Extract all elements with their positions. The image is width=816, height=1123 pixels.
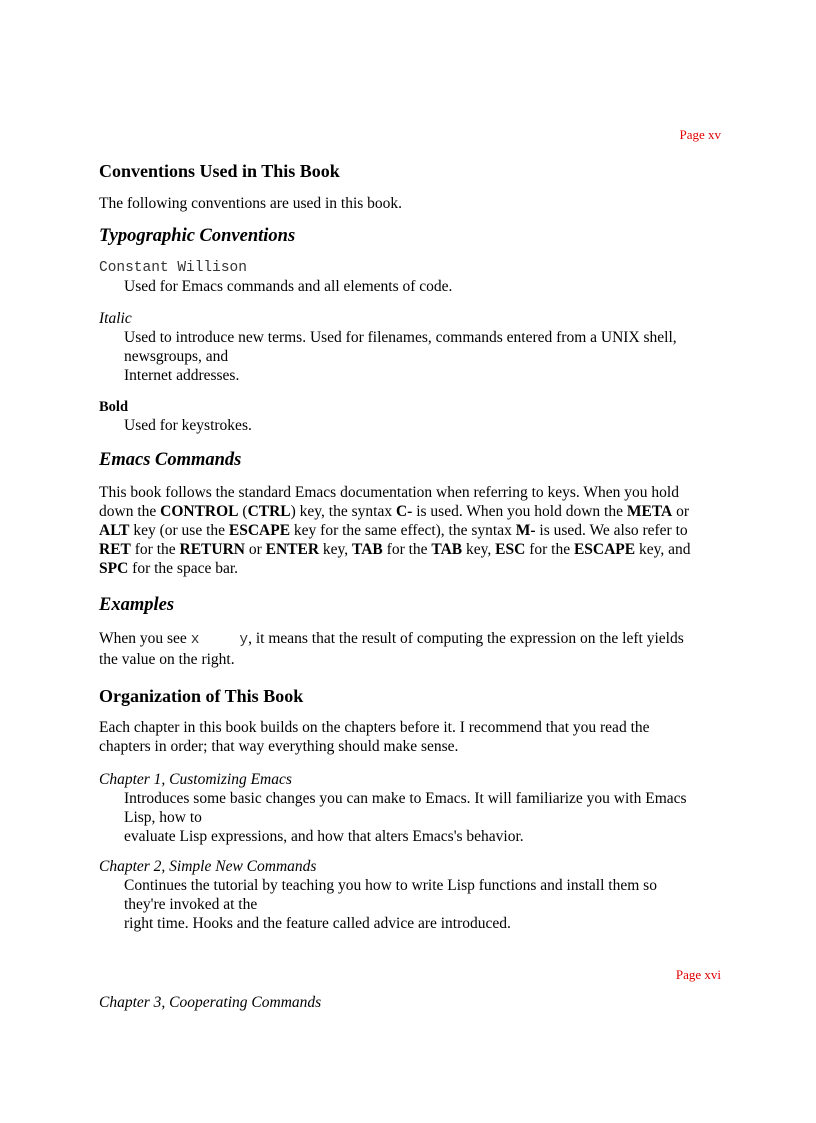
description-line: evaluate Lisp expressions, and how that alters Emacs's behavior.: [124, 828, 524, 845]
paragraph-line: SPC for the space bar.: [99, 560, 239, 577]
paragraph-line: Each chapter in this book builds on the chapters before it. I recommend that you read the: [99, 719, 650, 736]
page-number-top: Page xv: [679, 127, 721, 142]
paragraph-line: When you see x y, it means that the result of computing the expression on the left yields: [99, 630, 684, 648]
description-line: Lisp, how to: [124, 809, 202, 826]
typographic-heading: Typographic Conventions: [99, 226, 296, 246]
definition-line: Used to introduce new terms. Used for filenames, commands entered from a UNIX shell,: [124, 329, 677, 346]
chapter-1-title: Chapter 1, Customizing Emacs: [99, 771, 292, 788]
conventions-intro: The following conventions are used in this book.: [99, 195, 403, 212]
paragraph-line: This book follows the standard Emacs documentation when referring to keys. When you hold: [99, 484, 679, 501]
emacs-commands-heading: Emacs Commands: [99, 450, 242, 470]
organization-heading: Organization of This Book: [99, 686, 304, 706]
definition-line: Used for Emacs commands and all elements of code.: [124, 278, 453, 295]
paragraph-line: the value on the right.: [99, 651, 235, 668]
chapter-2-title: Chapter 2, Simple New Commands: [99, 858, 317, 875]
definition-line: newsgroups, and: [124, 348, 229, 365]
description-line: right time. Hooks and the feature called advice are introduced.: [124, 915, 511, 932]
italic-definition: [124, 328, 721, 385]
definition-line: Used for keystrokes.: [124, 417, 252, 434]
chapter-3-title: Chapter 3, Cooperating Commands: [99, 994, 322, 1011]
page-number-bottom: Page xvi: [675, 967, 721, 982]
bold-definition: [124, 416, 721, 435]
organization-intro: [99, 718, 721, 756]
chapter-1-description: [124, 789, 721, 846]
paragraph-line: RET for the RETURN or ENTER key, TAB for the TAB key, ESC for the ESCAPE key, and: [99, 541, 691, 558]
constant-width-definition: [124, 277, 721, 296]
examples-heading: Examples: [99, 595, 175, 615]
bold-term: Bold: [99, 399, 129, 415]
paragraph-line: down the CONTROL (CTRL) key, the syntax C- is used. When you hold down the META or: [99, 503, 690, 520]
definition-line: Internet addresses.: [124, 367, 240, 384]
description-line: they're invoked at the: [124, 896, 258, 913]
paragraph-line: chapters in order; that way everything should make sense.: [99, 738, 459, 755]
emacs-commands-paragraph: [99, 483, 721, 578]
conventions-heading: Conventions Used in This Book: [99, 161, 340, 181]
description-line: Introduces some basic changes you can make to Emacs. It will familiarize you with Emacs: [124, 790, 687, 807]
italic-term: Italic: [99, 310, 132, 327]
chapter-2-description: [124, 876, 721, 933]
examples-paragraph: [99, 629, 721, 669]
example-y: y: [239, 632, 249, 648]
example-x: x: [190, 632, 200, 648]
description-line: Continues the tutorial by teaching you how to write Lisp functions and install them so: [124, 877, 657, 894]
paragraph-line: ALT key (or use the ESCAPE key for the same effect), the syntax M- is used. We also refer to: [99, 522, 688, 539]
constant-width-term: Constant Willison: [99, 260, 247, 276]
